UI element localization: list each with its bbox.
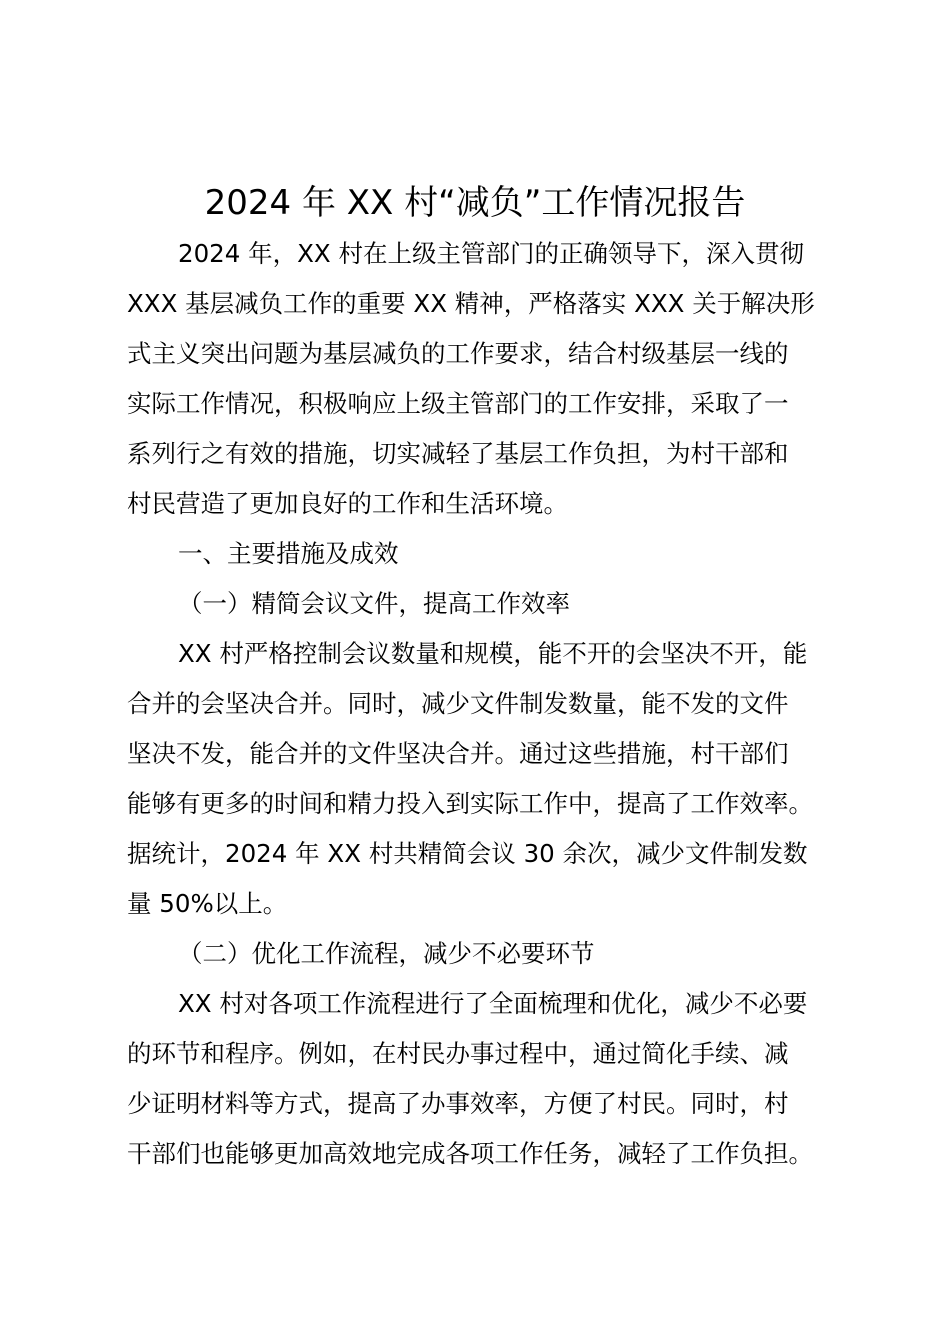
intro-line-1: 2024 年，XX 村在上级主管部门的正确领导下，深入贯彻: [178, 239, 804, 268]
intro-line-4: 实际工作情况，积极响应上级主管部门的工作安排，采取了一: [127, 389, 789, 418]
sub1-line-3: 坚决不发，能合并的文件坚决合并。通过这些措施，村干部们: [127, 739, 789, 768]
sub2-line-1: XX 村对各项工作流程进行了全面梳理和优化，减少不必要: [178, 989, 808, 1018]
sub1-line-2: 合并的会坚决合并。同时，减少文件制发数量，能不发的文件: [127, 689, 789, 718]
subsection-heading-1: （一）精简会议文件，提高工作效率: [178, 589, 570, 618]
sub1-line-4: 能够有更多的时间和精力投入到实际工作中，提高了工作效率。: [127, 789, 813, 818]
sub1-line-5: 据统计，2024 年 XX 村共精简会议 30 余次，减少文件制发数: [127, 839, 808, 868]
sub1-line-1: XX 村严格控制会议数量和规模，能不开的会坚决不开，能: [178, 639, 808, 668]
intro-line-6: 村民营造了更加良好的工作和生活环境。: [127, 489, 568, 518]
intro-line-2: XXX 基层减负工作的重要 XX 精神，严格落实 XXX 关于解决形: [127, 289, 815, 318]
intro-line-5: 系列行之有效的措施，切实减轻了基层工作负担，为村干部和: [127, 439, 789, 468]
sub2-line-3: 少证明材料等方式，提高了办事效率，方便了村民。同时，村: [127, 1089, 789, 1118]
sub1-line-6: 量 50%以上。: [127, 889, 288, 918]
intro-line-3: 式主义突出问题为基层减负的工作要求，结合村级基层一线的: [127, 339, 789, 368]
section-heading-1: 一、主要措施及成效: [178, 539, 399, 568]
document-title: 2024 年 XX 村“减负”工作情况报告: [204, 183, 746, 223]
subsection-heading-2: （二）优化工作流程，减少不必要环节: [178, 939, 595, 968]
sub2-line-4: 干部们也能够更加高效地完成各项工作任务，减轻了工作负担。: [127, 1139, 813, 1168]
sub2-line-2: 的环节和程序。例如，在村民办事过程中，通过简化手续、减: [127, 1039, 789, 1068]
